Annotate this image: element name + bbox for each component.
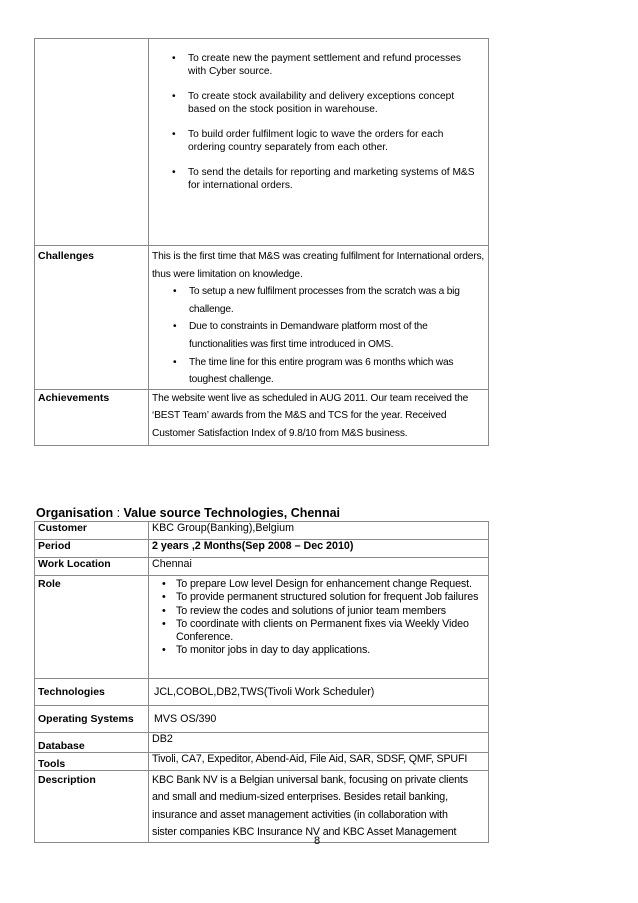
- period-label: Period: [35, 540, 149, 558]
- technologies-value: JCL,COBOL,DB2,TWS(Tivoli Work Scheduler): [149, 679, 489, 706]
- list-item: • To build order fulfilment logic to wave the orders for each ordering country separately from each other.: [152, 128, 479, 154]
- list-item: • To prepare Low level Design for enhancement change Request.: [152, 578, 485, 591]
- project-details-table: [34, 38, 489, 446]
- challenges-label: Challenges: [35, 246, 149, 390]
- tools-label: Tools: [35, 753, 149, 771]
- description-label: Description: [35, 771, 149, 843]
- list-item: • Due to constraints in Demandware platform most of the functionalities was first time introduced in OMS.: [152, 318, 485, 353]
- responsibilities-label-cell: [35, 39, 149, 246]
- description-cell: [149, 771, 489, 843]
- role-list: [152, 578, 485, 658]
- list-item: • To create stock availability and delivery exceptions concept based on the stock position in warehouse.: [152, 90, 479, 116]
- description-line: KBC Bank NV is a Belgian universal bank, focusing on private clients: [152, 774, 468, 786]
- responsibilities-row: [35, 39, 489, 246]
- organisation-separator: :: [113, 506, 124, 520]
- list-item: • To review the codes and solutions of junior team members: [152, 605, 485, 618]
- page-number: 8: [314, 835, 321, 847]
- list-item: • To monitor jobs in day to day applications.: [152, 644, 485, 657]
- period-row: [35, 540, 489, 558]
- database-label: Database: [35, 733, 149, 753]
- tools-value: Tivoli, CA7, Expeditor, Abend-Aid, File Aid, SAR, SDSF, QMF, SPUFI: [149, 753, 489, 771]
- achievements-row: [35, 389, 489, 445]
- tools-row: [35, 753, 489, 771]
- description-row: [35, 771, 489, 843]
- list-item: • To setup a new fulfilment processes from the scratch was a big challenge.: [152, 283, 485, 318]
- operating-systems-row: [35, 706, 489, 733]
- challenges-row: [35, 246, 489, 390]
- achievements-label: Achievements: [35, 389, 149, 445]
- description-line: and small and medium-sized enterprises. Besides retail banking,: [152, 791, 448, 804]
- work-location-row: [35, 558, 489, 576]
- description-line: sister companies KBC Insurance NV and KBC Asset Management: [152, 826, 457, 839]
- organisation-heading: [36, 506, 340, 520]
- organisation-label: Organisation: [36, 506, 114, 520]
- list-item: • To send the details for reporting and marketing systems of M&S for international orders.: [152, 166, 479, 192]
- challenges-list: [152, 283, 485, 389]
- work-location-label: Work Location: [35, 558, 149, 576]
- technologies-row: [35, 679, 489, 706]
- operating-systems-value: MVS OS/390: [149, 706, 489, 733]
- achievements-text: The website went live as scheduled in AUG 2011. Our team received the ‘BEST Team’ awards from the M&S and TCS for the year. Received Customer Satisfaction Index of 9.8/10 from M&S business.: [152, 392, 469, 439]
- description-line: insurance and asset management activities (in collaboration with: [152, 808, 448, 821]
- customer-value: KBC Group(Banking),Belgium: [149, 522, 489, 540]
- responsibilities-list: [152, 52, 485, 192]
- database-row: [35, 733, 489, 753]
- organisation-details-table: [34, 521, 489, 843]
- role-row: [35, 576, 489, 679]
- achievements-cell: [149, 389, 489, 445]
- list-item: • To create new the payment settlement and refund processes with Cyber source.: [152, 52, 479, 78]
- list-item: • To coordinate with clients on Permanent fixes via Weekly Video Conference.: [152, 618, 485, 645]
- list-item: • The time line for this entire program was 6 months which was toughest challenge.: [152, 354, 485, 389]
- organisation-name: Value source Technologies, Chennai: [123, 506, 341, 520]
- role-label: Role: [35, 576, 149, 679]
- role-cell: [149, 576, 489, 679]
- customer-label: Customer: [35, 522, 149, 540]
- work-location-value: Chennai: [149, 558, 489, 576]
- responsibilities-cell: [149, 39, 489, 246]
- list-item: • To provide permanent structured solution for frequent Job failures: [152, 591, 485, 604]
- technologies-label: Technologies: [35, 679, 149, 706]
- challenges-intro: This is the first time that M&S was creating fulfilment for International orders, thus were limitation on knowledge.: [152, 251, 485, 280]
- customer-row: [35, 522, 489, 540]
- period-value: 2 years ,2 Months(Sep 2008 – Dec 2010): [149, 540, 489, 558]
- database-value: DB2: [149, 733, 489, 753]
- operating-systems-label: Operating Systems: [35, 706, 149, 733]
- challenges-cell: [149, 246, 489, 390]
